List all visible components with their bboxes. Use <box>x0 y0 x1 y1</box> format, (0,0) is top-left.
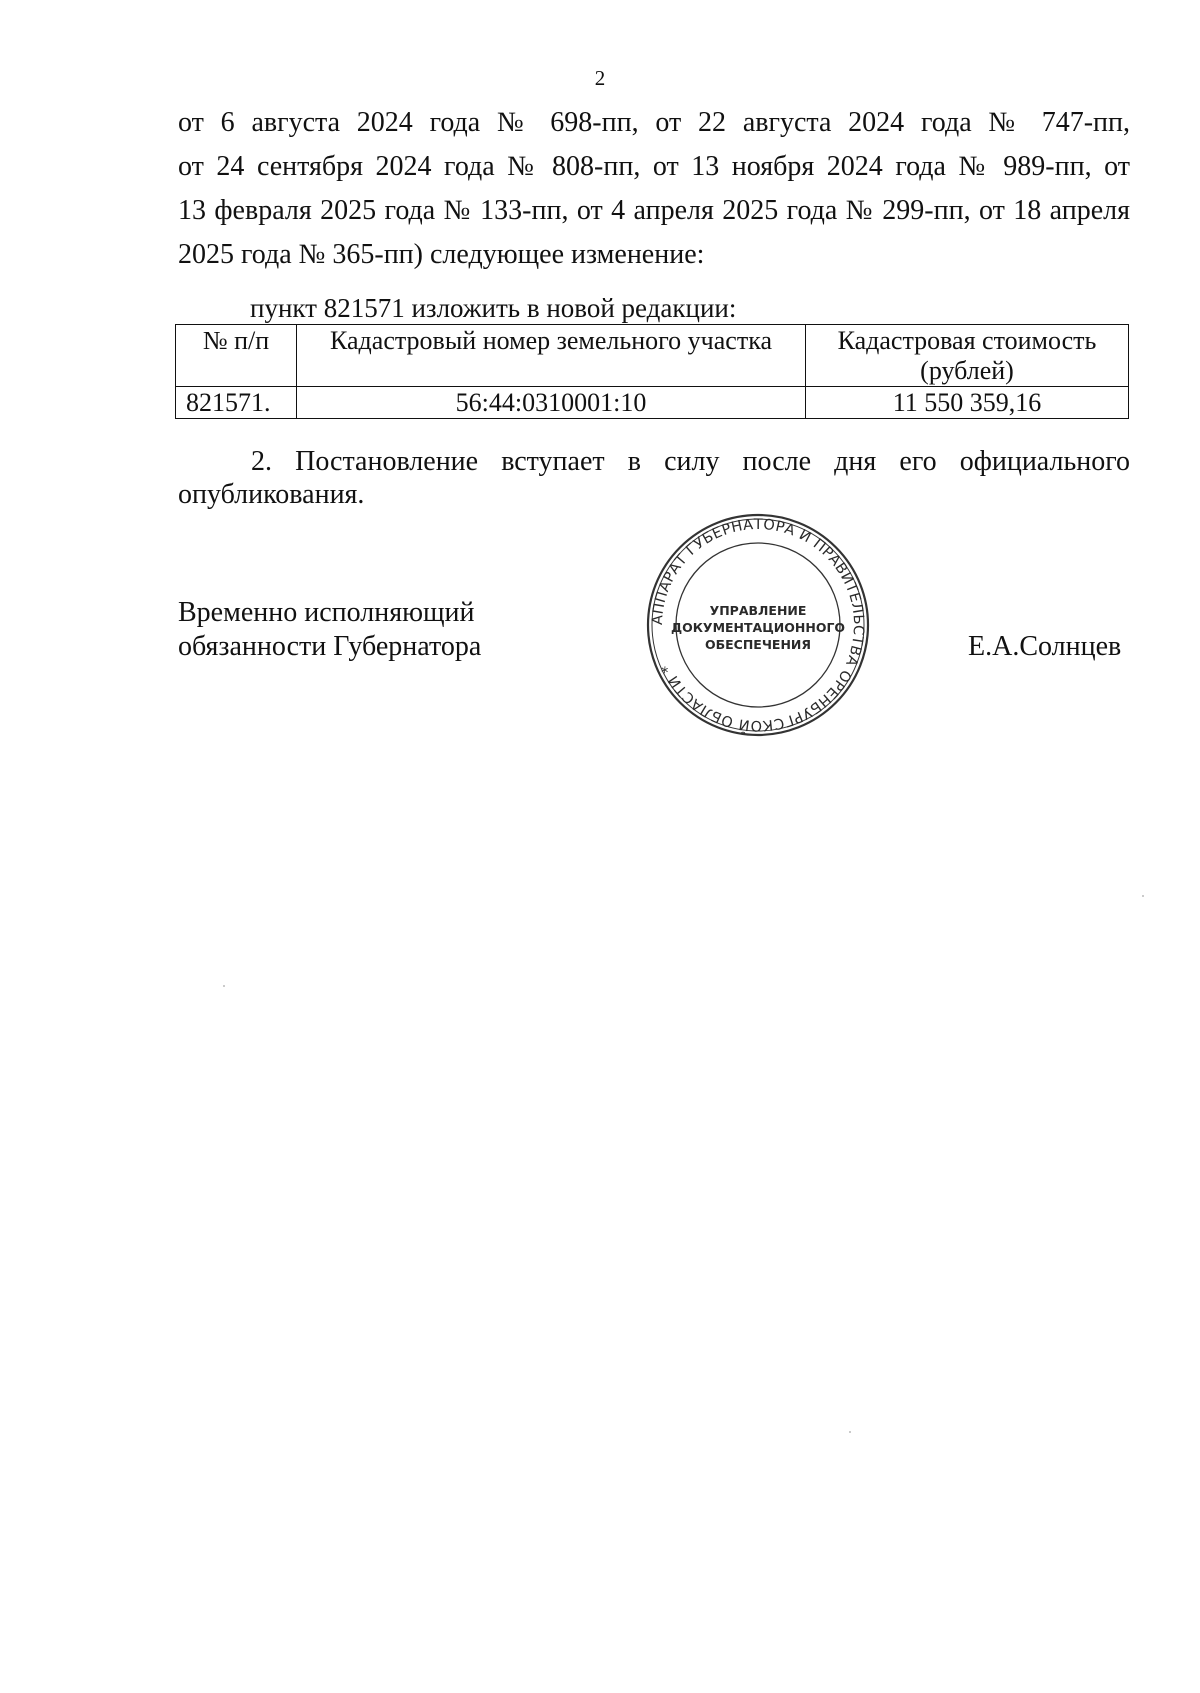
signer-name: Е.А.Солнцев <box>968 631 1122 662</box>
body-text <box>178 101 1130 277</box>
item-intro: пункт 821571 изложить в новой редакции: <box>250 293 737 323</box>
paragraph-2-line-1: 2. Постановление вступает в силу после дня его официального <box>251 446 1130 477</box>
scan-speck <box>1142 895 1144 897</box>
cell-cadastral-number: 56:44:0310001:10 <box>297 387 806 419</box>
signer-title <box>178 596 481 664</box>
body-line-2: от 24 сентября 2024 года № 808-пп, от 13 ноября 2024 года № 989-пп, от <box>178 151 1130 182</box>
signer-title-line-2: обязанности Губернатора <box>178 631 482 662</box>
scan-speck <box>849 1431 851 1433</box>
stamp-inner-line-3: ОБЕСПЕЧЕНИЯ <box>704 637 812 652</box>
page-number: 2 <box>594 66 606 90</box>
scan-speck <box>223 985 225 987</box>
cadastre-table <box>175 324 1129 419</box>
paragraph-2-line-2: опубликования. <box>178 479 365 510</box>
table-header-row <box>176 325 1129 387</box>
paragraph-2 <box>178 445 1130 511</box>
stamp-inner-line-2: ДОКУМЕНТАЦИОННОГО <box>670 620 846 635</box>
body-line-4: 2025 года № 365-пп) следующее изменение: <box>178 239 705 270</box>
header-number: № п/п <box>176 325 297 387</box>
body-line-3: 13 февраля 2025 года № 133-пп, от 4 апреля 2025 года № 299-пп, от 18 апреля <box>178 195 1130 226</box>
official-stamp <box>644 511 872 739</box>
signer-title-line-1: Временно исполняющий <box>178 597 475 628</box>
cell-item-number: 821571. <box>176 387 297 419</box>
stamp-inner-line-1: УПРАВЛЕНИЕ <box>709 603 807 618</box>
header-cadastral-number: Кадастровый номер земельного участка <box>297 325 806 387</box>
cell-cadastral-value: 11 550 359,16 <box>806 387 1129 419</box>
header-cadastral-value: Кадастровая стоимость (рублей) <box>806 325 1129 387</box>
body-line-1: от 6 августа 2024 года № 698-пп, от 22 августа 2024 года № 747-пп, <box>178 107 1130 138</box>
stamp-outer-text: АППАРАТ ГУБЕРНАТОРА И ПРАВИТЕЛЬСТВА ОРЕНБУРГСКОЙ ОБЛАСТИ * <box>649 516 867 734</box>
table-row <box>176 387 1129 419</box>
